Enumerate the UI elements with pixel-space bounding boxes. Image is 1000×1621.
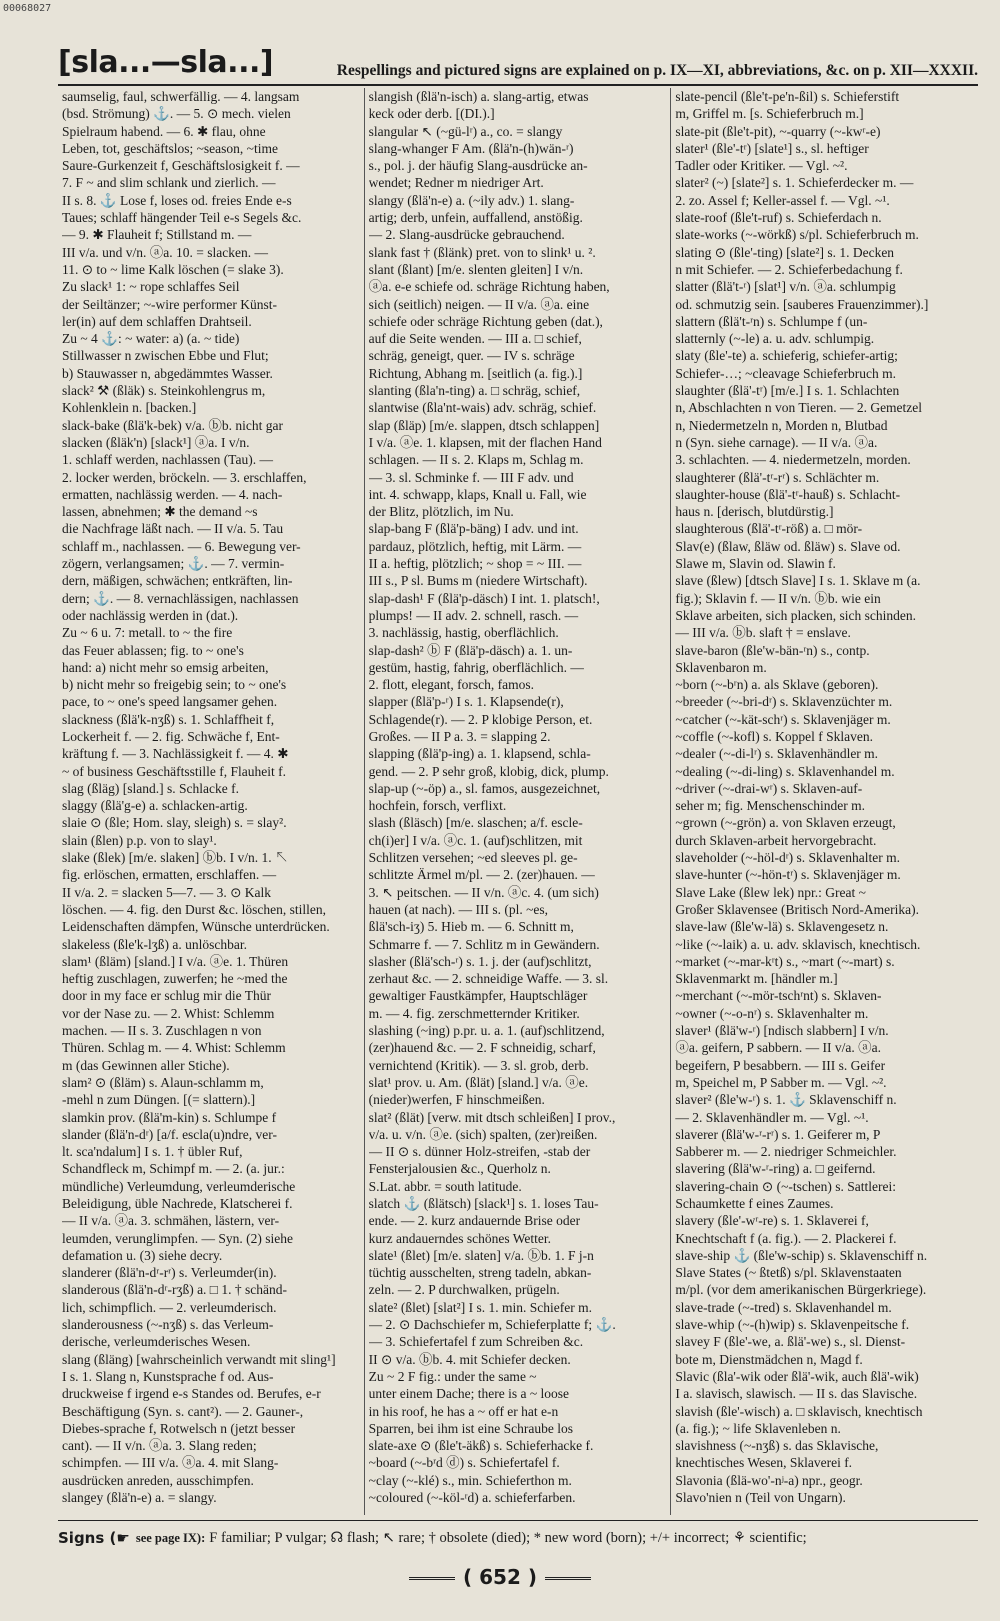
- entry-line: II ⊙ v/a. ⓑb. 4. mit Schiefer decken.: [368, 1351, 571, 1367]
- entry-line: knechtisches Wesen, Sklaverei f.: [675, 1455, 853, 1471]
- entry-line: leumden, verunglimpfen. — Syn. (2) siehe: [62, 1230, 293, 1246]
- entry-line: slatch ⚓ (ßlätsch) [slack¹] s. 1. loses Tau-: [368, 1196, 599, 1211]
- entry-line: Schlitzen versehen; ~ed sleeves pl. ge-: [368, 850, 578, 866]
- column-left: [58, 88, 365, 1515]
- page-number: ( 652 ): [463, 1565, 537, 1589]
- entry-line: ~market (~-mar-kʳt) s., ~mart (~-mart) s.: [675, 953, 895, 969]
- entry-line: slattern (ßlä't-ʳn) s. Schlumpe f (un-: [675, 313, 868, 329]
- entry-line: hand: a) nicht mehr so emsig arbeiten,: [62, 659, 269, 675]
- entry-line: slaver² (ßle'w-ʳ) s. 1. ⚓ Sklavenschiff n.: [675, 1092, 897, 1108]
- entry-line: 3. ↖ peitschen. — II v/n. ⓐc. 4. (um sich): [368, 884, 599, 900]
- entry-line: cant). — II v/n. ⓐa. 3. Slang reden;: [62, 1438, 257, 1454]
- entry-line: slacken (ßläk'n) [slack¹] ⓐa. I v/n.: [62, 434, 250, 450]
- entry-line: n, Niedermetzeln n, Morden n, Blutbad: [675, 417, 888, 433]
- entry-line: ~like (~-laik) a. u. adv. sklavisch, knechtisch.: [675, 936, 921, 952]
- entry-line: — 2. ⊙ Dachschiefer m, Schieferplatte f; ⚓.: [368, 1317, 616, 1333]
- entry-line: slave-hunter (~-hön-tʳ) s. Sklavenjäger m.: [675, 867, 901, 883]
- entry-line: löschen. — 4. fig. den Durst &c. löschen, stillen,: [62, 901, 326, 917]
- signs-legend: F familiar; P vulgar; ☊ flash; ↖ rare; † obsolete (died); * new word (born); +/+ incorrect; ⚘ scientific;: [209, 1529, 807, 1546]
- entry-line: slaughter-house (ßlä'-tʳ-hauß) s. Schlacht-: [675, 486, 901, 502]
- entry-line: slavering-chain ⊙ (~-tschen) s. Sattlerei:: [675, 1178, 896, 1194]
- entry-line: Slave Lake (ßlew lek) npr.: Great ~: [675, 884, 866, 900]
- entry-line: gend. — 2. P sehr groß, klobig, dick, plump.: [368, 763, 609, 779]
- entry-line: slavering (ßlä'w-ʳ-ring) a. □ geifernd.: [675, 1161, 876, 1177]
- entry-line: schlitzte Ärmel m/pl. — 2. (zer)hauen. —: [368, 867, 595, 883]
- entry-line: — 2. Sklavenhändler m. — Vgl. ~¹.: [675, 1109, 869, 1125]
- entry-line: slangular ↖ (~gü-lʳ) a., co. = slangy: [368, 123, 563, 139]
- entry-line: slaverer (ßlä'w-ʳ-rʳ) s. 1. Geiferer m, P: [675, 1126, 881, 1142]
- entry-line: slat² (ßlät) [verw. mit dtsch schleißen] I prov.,: [368, 1109, 616, 1125]
- entry-line: od. schmutzig sein. [sauberes Frauenzimmer).]: [675, 296, 929, 312]
- column-middle: [365, 88, 672, 1515]
- entry-line: -mehl n zum Düngen. [(= slattern).]: [62, 1092, 256, 1108]
- entry-line: slangey (ßlä'n-e) a. = slangy.: [62, 1490, 217, 1506]
- entry-line: (zer)hauend &c. — 2. F schneidig, scharf,: [368, 1040, 596, 1056]
- entry-line: slave-law (ßle'w-lä) s. Sklavengesetz n.: [675, 919, 889, 935]
- entry-line: Taues; schlaff hängender Teil e-s Segels &c.: [62, 210, 302, 226]
- entry-line: slatternly (~-le) a. u. adv. schlumpig.: [675, 331, 875, 347]
- entry-line: III s., P sl. Bums m (niedere Wirtschaft).: [368, 573, 588, 589]
- signs-note: see page IX):: [135, 1530, 206, 1545]
- entry-line: ~board (~-bʳd ⓓ) s. Schiefertafel f.: [368, 1455, 560, 1471]
- entry-line: Großer Sklavensee (Britisch Nord-Amerika).: [675, 901, 920, 917]
- entry-line: schimpfen. — III v/a. ⓐa. 4. mit Slang-: [62, 1455, 279, 1471]
- entry-line: Fensterjalousien &c., Querholz n.: [368, 1161, 551, 1177]
- entry-line: 11. ⊙ to ~ lime Kalk löschen (= slake 3).: [62, 261, 284, 277]
- entry-line: defamation u. (3) siehe decry.: [62, 1247, 223, 1263]
- entry-line: II a. heftig, plötzlich; ~ shop = ~ III. —: [368, 556, 582, 572]
- entry-line: slave-ship ⚓ (ßle'w-schip) s. Sklavenschiff n.: [675, 1247, 928, 1263]
- entry-line: Beleidigung, üble Nachrede, Klatscherei f.: [62, 1196, 293, 1211]
- entry-line: kurz andauerndes schönes Wetter.: [368, 1230, 552, 1246]
- entry-line: slaughter (ßlä'-tʳ) [m/e.] I s. 1. Schlachten: [675, 383, 900, 399]
- entry-line: pardauz, plötzlich, heftig, mit Lärm. —: [368, 538, 582, 554]
- entry-line: begeifern, P besabbern. — III s. Geifer: [675, 1057, 886, 1073]
- entry-line: b) nicht mehr so freigebig sein; to ~ one's: [62, 677, 287, 693]
- entry-line: slave-whip (~-(h)wip) s. Sklavenpeitsche f.: [675, 1317, 910, 1333]
- entry-line: Saure-Gurkenzeit f, Geschäftslosigkeit f. —: [62, 158, 300, 174]
- entry-line: Slavic (ßla'-wik oder ßlä'-wik, auch ßlä'-wik): [675, 1368, 919, 1384]
- entry-line: zögern, verlangsamen; ⚓. — 7. vermin-: [62, 556, 285, 572]
- entry-line: fig.); Sklavin f. — II v/n. ⓑb. wie ein: [675, 590, 881, 606]
- entry-line: slang (ßläng) [wahrscheinlich verwandt mit sling¹]: [62, 1351, 336, 1367]
- rule-right: [545, 1577, 591, 1580]
- entry-line: slating ⊙ (ßle'-ting) [slate²] s. 1. Decken: [675, 244, 895, 260]
- entry-line: slanting (ßla'n-ting) a. □ schräg, schief,: [368, 383, 581, 399]
- entry-line: Diebes-sprache f, Rotwelsch n (jetzt besser: [62, 1420, 296, 1436]
- entry-line: Sparren, bei ihm ist eine Schraube los: [368, 1420, 573, 1436]
- entry-line: ~catcher (~-kät-schʳ) s. Sklavenjäger m.: [675, 711, 891, 727]
- entry-line: hauen (at nach). — III s. (pl. ~es,: [368, 901, 549, 917]
- entry-line: slave (ßlew) [dtsch Slave] I s. 1. Sklave m (a.: [675, 573, 921, 589]
- entry-line: slater² (~) [slate²] s. 1. Schieferdecker m. —: [675, 175, 914, 191]
- entry-line: pace, to ~ one's speed langsamer gehen.: [62, 694, 278, 710]
- entry-line: dern, mäßigen, schwächen; entkräften, lin-: [62, 573, 293, 589]
- scan-id: 00068027: [3, 3, 52, 14]
- entry-line: Zu ~ 2 F fig.: under the same ~: [368, 1368, 537, 1384]
- entry-line: m/pl. (vor dem amerikanischen Bürgerkriege).: [675, 1282, 927, 1298]
- entry-line: slave-baron (ßle'w-bän-ʳn) s., contp.: [675, 642, 870, 658]
- entry-line: slate-works (~-wörkß) s/pl. Schieferbruch m.: [675, 227, 919, 243]
- entry-line: slavishness (~-nʒß) s. das Sklavische,: [675, 1438, 879, 1454]
- entry-line: Beschäftigung (Syn. s. cant²). — 2. Gauner-,: [62, 1403, 304, 1419]
- entry-line: wendet; Redner m niedriger Art.: [368, 175, 544, 191]
- entry-line: slavey F (ßle'-we, a. ßlä'-we) s., sl. Dienst-: [675, 1334, 906, 1350]
- entry-line: slat¹ prov. u. Am. (ßlät) [sland.] v/a. ⓐe.: [368, 1074, 589, 1090]
- entry-line: slantwise (ßla'nt-wais) adv. schräg, schief.: [368, 400, 597, 416]
- entry-line: der Seiltänzer; ~-wire performer Künst-: [62, 296, 277, 312]
- header-note: Respellings and pictured signs are explained on p. IX—XI, abbreviations, &c. on p. XII—XXXII.: [336, 62, 978, 79]
- entry-line: Sklave arbeiten, sich placken, sich schinden.: [675, 607, 917, 623]
- entry-line: slakeless (ßle'k-lʒß) a. unlöschbar.: [62, 936, 247, 952]
- entry-line: n mit Schiefer. — 2. Schieferbedachung f.: [675, 261, 903, 277]
- entry-line: Schlagende(r). — 2. P klobige Person, et.: [368, 711, 593, 727]
- entry-line: slam² ⊙ (ßläm) s. Alaun-schlamm m,: [62, 1074, 264, 1090]
- entry-line: haus n. [derisch, blutdürstig.]: [675, 504, 834, 520]
- entry-line: (a. fig.); ~ life Sklavenleben n.: [675, 1420, 841, 1436]
- entry-line: slam¹ (ßläm) [sland.] I v/a. ⓐe. 1. Thüren: [62, 953, 289, 969]
- entry-line: slap-dash² ⓑ F (ßlä'p-däsch) a. 1. un-: [368, 642, 573, 658]
- entry-line: slamkin prov. (ßlä'm-kin) s. Schlumpe f: [62, 1109, 277, 1125]
- entry-line: slave-trade (~-tred) s. Sklavenhandel m.: [675, 1299, 892, 1315]
- entry-line: n (Syn. siehe carnage). — II v/a. ⓐa.: [675, 434, 878, 450]
- entry-line: ~breeder (~-bri-dʳ) s. Sklavenzüchter m.: [675, 694, 893, 710]
- entry-line: ~clay (~-klé) s., min. Schieferthon m.: [368, 1472, 572, 1488]
- entry-line: Stillwasser n zwischen Ebbe und Flut;: [62, 348, 269, 364]
- entry-line: slate¹ (ßlet) [m/e. slaten] v/a. ⓑb. 1. F j-n: [368, 1247, 594, 1263]
- entry-line: slate-pencil (ßle't-pe'n-ßil) s. Schieferstift: [675, 89, 900, 104]
- entry-line: ßlä'sch-iʒ) 5. Hieb m. — 6. Schnitt m,: [368, 919, 574, 935]
- entry-line: ~dealer (~-di-lʳ) s. Sklavenhändler m.: [675, 746, 879, 762]
- entry-line: schräg, geneigt, quer. — IV s. schräge: [368, 348, 575, 364]
- dictionary-columns: [58, 88, 978, 1515]
- entry-line: Kohlenklein n. [backen.]: [62, 400, 197, 416]
- entry-line: slaveholder (~-höl-dʳ) s. Sklavenhalter m.: [675, 850, 901, 866]
- entry-line: slake (ßlek) [m/e. slaken] ⓑb. I v/n. 1. ↖: [62, 850, 289, 866]
- entry-line: slater¹ (ßle'-tʳ) [slate¹] s., sl. heftiger: [675, 140, 869, 156]
- entry-line: slashing (~ing) p.pr. u. a. 1. (auf)schlitzend,: [368, 1023, 605, 1039]
- entry-line: s., pol. j. der häufig Slang-ausdrücke an-: [368, 158, 588, 174]
- entry-line: I a. slavisch, slawisch. — II s. das Slavische.: [675, 1386, 918, 1402]
- entry-line: ler(in) auf dem schlaffen Drahtseil.: [62, 313, 252, 329]
- entry-line: slate-roof (ßle't-ruf) s. Schieferdach n.: [675, 210, 882, 226]
- entry-line: ~merchant (~-mör-tschʳnt) s. Sklaven-: [675, 988, 882, 1004]
- entry-line: ~dealing (~-di-ling) s. Sklavenhandel m.: [675, 763, 895, 779]
- entry-line: Schaumkette f eines Zaumes.: [675, 1196, 834, 1211]
- entry-line: slaggy (ßlä'g-e) a. schlacken-artig.: [62, 798, 248, 814]
- entry-line: slapper (ßlä'p-ʳ) I s. 1. Klapsende(r),: [368, 694, 564, 710]
- entry-line: Zu ~ 6 u. 7: metall. to ~ the fire: [62, 625, 233, 641]
- entry-line: slash (ßläsch) [m/e. slaschen; a/f. escle-: [368, 815, 583, 831]
- entry-line: slag (ßläg) [sland.] s. Schlacke f.: [62, 780, 239, 796]
- entry-line: hochfein, forsch, verflixt.: [368, 798, 507, 814]
- entry-line: Knechtschaft f (a. fig.). — 2. Plackerei f.: [675, 1230, 897, 1246]
- entry-line: slasher (ßlä'sch-ʳ) s. 1. j. der (auf)schlitzt,: [368, 953, 592, 969]
- entry-line: II v/a. 2. = slacken 5—7. — 3. ⊙ Kalk: [62, 884, 272, 900]
- entry-line: — 3. Schiefertafel f zum Schreiben &c.: [368, 1334, 584, 1350]
- entry-line: ⓐa. e-e schiefe od. schräge Richtung haben,: [368, 279, 610, 295]
- entry-line: keck oder derb. [(DI.).]: [368, 106, 495, 122]
- page-header: [58, 36, 978, 86]
- entry-line: Schmarre f. — 7. Schlitz m in Gewändern.: [368, 936, 600, 952]
- entry-line: Sklavenmarkt m. [händler m.]: [675, 971, 838, 987]
- entry-line: schlaff m., nachlassen. — 6. Bewegung ver-: [62, 538, 301, 554]
- entry-line: Slavonia (ßlä-wo'-nʲ-a) npr., geogr.: [675, 1472, 863, 1488]
- entry-line: slatter (ßlä't-ʳ) [slat¹] v/n. ⓐa. schlumpig: [675, 279, 896, 295]
- entry-line: I v/a. ⓐe. 1. klapsen, mit der flachen Hand: [368, 434, 602, 450]
- entry-line: slanderousness (~-nʒß) s. das Verleum-: [62, 1317, 274, 1333]
- entry-line: machen. — II s. 3. Zuschlagen n von: [62, 1023, 262, 1039]
- entry-line: int. 4. schwapp, klaps, Knall u. Fall, wie: [368, 486, 587, 502]
- entry-line: fig. erlöschen, ermatten, erschlaffen. —: [62, 867, 277, 883]
- entry-line: slaie ⊙ (ßle; Hom. slay, sleigh) s. = slay².: [62, 815, 287, 831]
- entry-line: durch Sklaven-arbeit hervorgebracht.: [675, 832, 877, 848]
- entry-line: das Feuer ablassen; fig. to ~ one's: [62, 642, 244, 658]
- entry-line: III v/a. und v/n. ⓐa. 10. = slacken. —: [62, 244, 268, 260]
- signs-label: Signs (☛: [58, 1529, 130, 1547]
- entry-line: ermatten, nachlässig werden. — 4. nach-: [62, 486, 283, 502]
- entry-line: slander (ßlä'n-dʳ) [a/f. escla(u)ndre, ver-: [62, 1126, 277, 1142]
- entry-line: Thüren. Schlag m. — 4. Whist: Schlemm: [62, 1040, 286, 1056]
- entry-line: lt. sca'ndalum] I s. 1. † übler Ruf,: [62, 1144, 243, 1160]
- signs-legend-bar: [58, 1520, 978, 1555]
- entry-line: dern; ⚓. — 8. vernachlässigen, nachlassen: [62, 590, 299, 606]
- entry-line: m (das Gewinnen aller Stiche).: [62, 1057, 230, 1073]
- entry-line: 1. schlaff werden, nachlassen (Tau). —: [62, 452, 273, 468]
- entry-line: mündliche) Verleumdung, verleumderische: [62, 1178, 296, 1194]
- entry-line: kräftung f. — 3. Nachlässigkeit f. — 4. ✱: [62, 746, 289, 762]
- entry-line: m, Speichel m, P Sabber m. — Vgl. ~².: [675, 1074, 887, 1090]
- entry-line: ~coffle (~-kofl) s. Koppel f Sklaven.: [675, 728, 874, 744]
- entry-line: m. — 4. fig. zerschmetternder Kritiker.: [368, 1005, 580, 1021]
- entry-line: Slavo'nien n (Teil von Ungarn).: [675, 1490, 846, 1506]
- entry-line: tüchtig ausschelten, streng tadeln, abkan-: [368, 1265, 592, 1281]
- entry-line: 2. zo. Assel f; Keller-assel f. — Vgl. ~¹.: [675, 192, 890, 208]
- entry-line: bote m, Dienstmädchen n, Magd f.: [675, 1351, 863, 1367]
- entry-line: artig; derb, unfein, auffallend, anstößig.: [368, 210, 583, 226]
- entry-line: slanderer (ßlä'n-dʳ-rʳ) s. Verleumder(in).: [62, 1265, 277, 1281]
- entry-line: slangy (ßlä'n-e) a. (~ily adv.) 1. slang-: [368, 192, 575, 208]
- entry-line: ~ of business Geschäftsstille f, Flauheit f.: [62, 763, 287, 779]
- entry-line: derische, verleumderisches Wesen.: [62, 1334, 251, 1350]
- entry-line: Zu slack¹ 1: ~ rope schlaffes Seil: [62, 279, 240, 295]
- entry-line: in his roof, he has a ~ off er hat e-n: [368, 1403, 559, 1419]
- entry-line: gewaltiger Faustkämpfer, Hauptschläger: [368, 988, 588, 1004]
- entry-line: Sklavenbaron m.: [675, 659, 767, 675]
- entry-line: lassen, abnehmen; ✱ the demand ~s: [62, 504, 258, 520]
- entry-line: oder nachlässig werden in (dat.).: [62, 607, 239, 623]
- entry-line: ch(i)er] I v/a. ⓐc. 1. (auf)schlitzen, mit: [368, 832, 583, 848]
- entry-line: — 9. ✱ Flauheit f; Stillstand m. —: [62, 227, 252, 243]
- entry-line: 2. locker werden, bröckeln. — 3. erschlaffen,: [62, 469, 307, 485]
- entry-line: slang-whanger F Am. (ßlä'n-(h)wän-ʳ): [368, 140, 574, 156]
- entry-line: Richtung, Abhang m. [seitlich (a. fig.).]: [368, 365, 583, 381]
- rule-left: [409, 1577, 455, 1580]
- entry-line: gestüm, hastig, fahrig, oberflächlich. —: [368, 659, 584, 675]
- entry-line: (bsd. Strömung) ⚓. — 5. ⊙ mech. vielen: [62, 106, 291, 122]
- entry-line: S.Lat. abbr. = south latitude.: [368, 1178, 522, 1194]
- entry-line: m, Griffel m. [s. Schieferbruch m.]: [675, 106, 864, 122]
- entry-line: slap-bang F (ßlä'p-bäng) I adv. und int.: [368, 521, 579, 537]
- entry-line: — III v/a. ⓑb. slaft † = enslave.: [675, 625, 851, 641]
- entry-line: Slave States (~ ßtetß) s/pl. Sklavenstaaten: [675, 1265, 902, 1281]
- entry-line: — II ⊙ s. dünner Holz-streifen, -stab der: [368, 1144, 591, 1160]
- entry-line: II s. 8. ⚓ Lose f, loses od. freies Ende e-s: [62, 192, 292, 208]
- entry-line: vor der Nase zu. — 2. Whist: Schlemm: [62, 1005, 275, 1021]
- entry-line: druckweise f irgend e-s Standes od. Berufes, e-r: [62, 1386, 321, 1402]
- entry-line: b) Stauwasser n, abgedämmtes Wasser.: [62, 365, 273, 381]
- entry-line: Leidenschaften dämpfen, Wünsche unterdrücken.: [62, 919, 330, 935]
- entry-line: Slawe m, Slavin od. Slawin f.: [675, 556, 836, 572]
- entry-line: Spielraum habend. — 6. ✱ flau, ohne: [62, 123, 266, 139]
- entry-line: Leben, tot, geschäftslos; ~season, ~time: [62, 140, 278, 156]
- entry-line: slap (ßläp) [m/e. slappen, dtsch schlappen]: [368, 417, 600, 433]
- entry-line: Zu ~ 4 ⚓: ~ water: a) (a. ~ tide): [62, 331, 240, 347]
- entry-line: sich (seitlich) neigen. — II v/a. ⓐa. eine: [368, 296, 590, 312]
- entry-line: slavery (ßle'-wʳ-re) s. 1. Sklaverei f,: [675, 1213, 869, 1229]
- entry-line: heftig zuschlagen, zuwerfen; he ~med the: [62, 971, 288, 987]
- entry-line: slangish (ßlä'n-isch) a. slang-artig, etwas: [368, 89, 589, 104]
- entry-line: slank fast † (ßlänk) pret. von to slink¹ u. ².: [368, 244, 596, 260]
- entry-line: Großes. — II P a. 3. = slapping 2.: [368, 728, 551, 744]
- entry-line: schlagen. — II s. 2. Klaps m, Schlag m.: [368, 452, 584, 468]
- entry-line: zeln. — 2. P durchwalken, prügeln.: [368, 1282, 560, 1298]
- entry-line: slapping (ßlä'p-ing) a. 1. klapsend, schla-: [368, 746, 591, 762]
- entry-line: Lockerheit f. — 2. fig. Schwäche f, Ent-: [62, 728, 280, 744]
- entry-line: — II v/a. ⓐa. 3. schmähen, lästern, ver-: [62, 1213, 280, 1229]
- entry-line: slackness (ßlä'k-nʒß) s. 1. Schlaffheit f,: [62, 711, 275, 727]
- entry-line: slack-bake (ßlä'k-bek) v/a. ⓑb. nicht gar: [62, 417, 283, 433]
- entry-line: 2. flott, elegant, forsch, famos.: [368, 677, 534, 693]
- entry-line: slack² ⚒ (ßläk) s. Steinkohlengrus m,: [62, 383, 266, 399]
- entry-line: slaughterer (ßlä'-tʳ-rʳ) s. Schlächter m.: [675, 469, 880, 485]
- entry-line: die Nachfrage läßt nach. — II v/a. 5. Tau: [62, 521, 284, 537]
- entry-line: zerhaut &c. — 2. schneidige Waffe. — 3. sl.: [368, 971, 609, 987]
- entry-line: slavish (ßle'-wisch) a. □ sklavisch, knechtisch: [675, 1403, 923, 1419]
- entry-line: — 2. Slang-ausdrücke gebrauchend.: [368, 227, 565, 243]
- entry-line: — 3. sl. Schminke f. — III F adv. und: [368, 469, 574, 485]
- entry-line: Schandfleck m, Schimpf m. — 2. (a. jur.:: [62, 1161, 285, 1177]
- entry-line: plumps! — II adv. 2. schnell, rasch. —: [368, 607, 579, 623]
- entry-line: Tadler oder Kritiker. — Vgl. ~².: [675, 158, 848, 174]
- entry-line: slaver¹ (ßlä'w-ʳ) [ndisch slabbern] I v/n.: [675, 1023, 889, 1039]
- entry-line: ausdrücken anreden, ausschimpfen.: [62, 1472, 254, 1488]
- entry-line: slaughterous (ßlä'-tʳ-röß) a. □ mör-: [675, 521, 863, 537]
- page-number-block: [0, 1565, 1000, 1589]
- entry-line: ⓐa. geifern, P sabbern. — II v/a. ⓐa.: [675, 1040, 882, 1056]
- guide-words: [sla...—sla...]: [58, 45, 274, 80]
- entry-line: unter einem Dache; there is a ~ loose: [368, 1386, 570, 1402]
- entry-line: 3. schlachten. — 4. niedermetzeln, morden.: [675, 452, 911, 468]
- entry-line: auf die Seite wenden. — III a. □ schief,: [368, 331, 582, 347]
- entry-line: 7. F ~ and slim schlank und zierlich. —: [62, 175, 276, 191]
- entry-line: slate-pit (ßle't-pit), ~-quarry (~-kwʳ-e): [675, 123, 881, 139]
- entry-line: slate-axe ⊙ (ßle't-äkß) s. Schieferhacke f.: [368, 1438, 594, 1454]
- entry-line: slant (ßlant) [m/e. slenten gleiten] I v/n.: [368, 261, 584, 277]
- entry-line: ende. — 2. kurz andauernde Brise oder: [368, 1213, 581, 1229]
- entry-line: 3. nachlässig, hastig, oberflächlich.: [368, 625, 559, 641]
- entry-line: seher m; fig. Menschenschinder m.: [675, 798, 866, 814]
- entry-line: door in my face er schlug mir die Thür: [62, 988, 271, 1004]
- column-right: [671, 88, 978, 1515]
- entry-line: I s. 1. Slang n, Kunstsprache f od. Aus-: [62, 1368, 274, 1384]
- entry-line: slate² (ßlet) [slat²] I s. 1. min. Schiefer m.: [368, 1299, 592, 1315]
- entry-line: ~driver (~-drai-wʳ) s. Sklaven-auf-: [675, 780, 863, 796]
- entry-line: slap-up (~-öp) a., sl. famos, ausgezeichnet,: [368, 780, 601, 796]
- entry-line: ~born (~-bʳn) a. als Sklave (geboren).: [675, 677, 879, 693]
- entry-line: n, Abschlachten n von Tieren. — 2. Gemetzel: [675, 400, 923, 416]
- entry-line: lich, schimpflich. — 2. verleumderisch.: [62, 1299, 277, 1315]
- entry-line: vernichtend (Kritik). — 3. sl. grob, derb.: [368, 1057, 589, 1073]
- entry-line: der Blitz, plötzlich, im Nu.: [368, 504, 514, 520]
- entry-line: ~coloured (~-köl-ʳd) a. schieferfarben.: [368, 1490, 576, 1506]
- entry-line: saumselig, faul, schwerfällig. — 4. langsam: [62, 89, 300, 104]
- entry-line: ~grown (~-grön) a. von Sklaven erzeugt,: [675, 815, 896, 831]
- entry-line: schiefe oder schräge Richtung geben (dat.),: [368, 313, 603, 329]
- entry-line: slap-dash¹ F (ßlä'p-däsch) I int. 1. platsch!,: [368, 590, 600, 606]
- entry-line: Slav(e) (ßlaw, ßläw od. ßläw) s. Slave od.: [675, 538, 901, 554]
- entry-line: v/a. u. v/n. ⓐe. (sich) spalten, (zer)reißen.: [368, 1126, 598, 1142]
- entry-line: slain (ßlen) p.p. von to slay¹.: [62, 832, 217, 848]
- entry-line: ~owner (~-o-nʳ) s. Sklavenhalter m.: [675, 1005, 869, 1021]
- entry-line: slaty (ßle'-te) a. schieferig, schiefer-artig;: [675, 348, 898, 364]
- entry-line: Schiefer-…; ~cleavage Schieferbruch m.: [675, 365, 897, 381]
- entry-line: (nieder)werfen, F hinschmeißen.: [368, 1092, 545, 1108]
- entry-line: Sabberer m. — 2. niedriger Schmeichler.: [675, 1144, 897, 1160]
- entry-line: slanderous (ßlä'n-dʳ-rʒß) a. □ 1. † schänd-: [62, 1282, 287, 1298]
